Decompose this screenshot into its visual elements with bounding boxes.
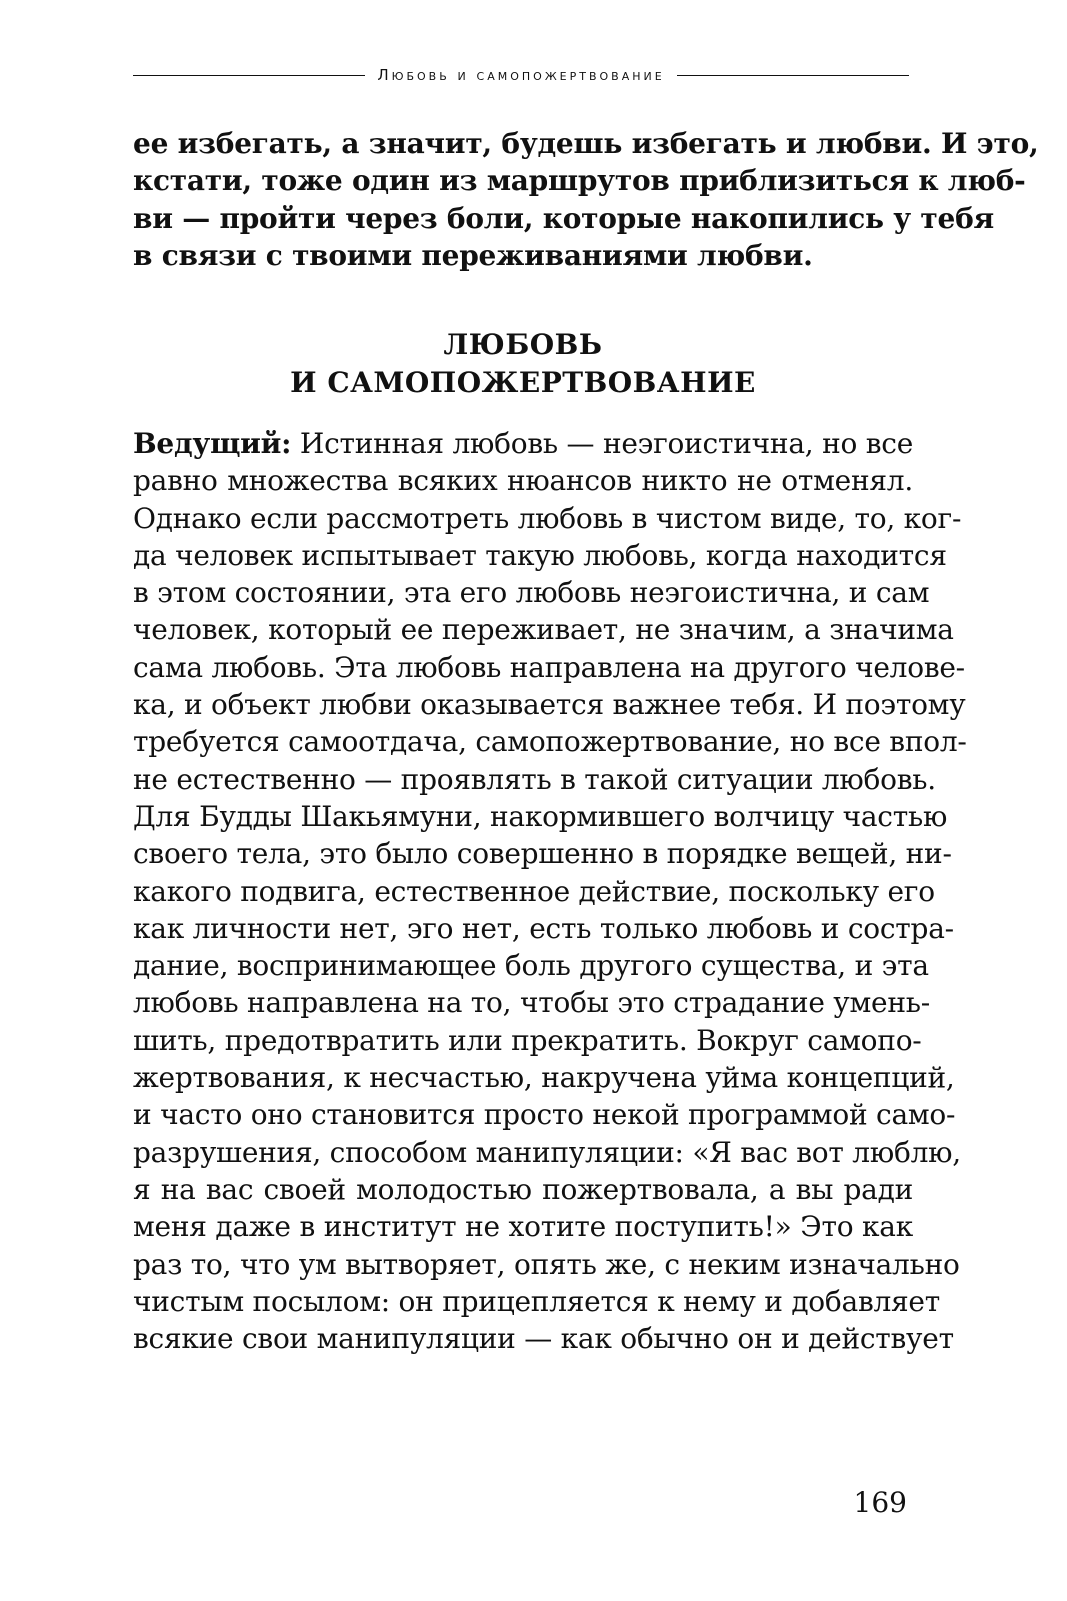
running-title: Любовь и самопожертвование [377,66,665,84]
paragraph-line: и часто оно становится просто некой программой само- [133,1098,956,1132]
paragraph-line: человек, который ее переживает, не значим, а значима [133,613,954,647]
paragraph-line: я на вас своей молодостью пожертвовала, а вы ради [133,1172,913,1206]
paragraph-line: требуется самоотдача, самопожертвование, но все впол- [133,725,967,759]
paragraph-line: равно множества всяких нюансов никто не отменял. [133,464,913,498]
paragraph-line: ка, и объект любви оказывается важнее тебя. И поэтому [133,688,966,722]
header-rule-left [133,75,365,76]
speaker-label: Ведущий: [133,427,292,460]
paragraph-line: дание, воспринимающее боль другого существа, и эта [133,949,929,983]
section-heading-line-2: И САМОПОЖЕРТВОВАНИЕ [290,366,756,399]
section-heading-line-1: ЛЮБОВЬ [443,328,603,361]
paragraph-line: Для Будды Шакьямуни, накормившего волчицу частью [133,799,948,833]
intro-line: в связи с твоими переживаниями любви. [133,238,813,272]
paragraph-first-line [133,425,913,462]
first-line-text: Истинная любовь — неэгоистична, но все [299,427,914,460]
intro-paragraph [133,125,1039,274]
main-paragraph [133,425,967,1357]
paragraph-line: Однако если рассмотреть любовь в чистом виде, то, ког- [133,501,962,535]
paragraph-line: раз то, что ум вытворяет, опять же, с неким изначально [133,1247,960,1281]
paragraph-line: разрушения, способом манипуляции: «Я вас вот люблю, [133,1135,961,1169]
section-heading [133,326,913,402]
header-rule-right [677,75,909,76]
paragraph-line: своего тела, это было совершенно в порядке вещей, ни- [133,837,952,871]
intro-line: ее избегать, а значит, будешь избегать и любви. И это, [133,127,1039,160]
paragraph-line: как личности нет, эго нет, есть только любовь и состра- [133,911,954,945]
intro-line: кстати, тоже один из маршрутов приблизиться к люб- [133,164,1026,198]
paragraph-line: не естественно — проявлять в такой ситуации любовь. [133,762,936,796]
paragraph-line: шить, предотвратить или прекратить. Вокруг самопо- [133,1023,922,1057]
paragraph-line: жертвования, к несчастью, накручена уйма концепций, [133,1061,955,1095]
paragraph-line: всякие свои манипуляции — как обычно он и действует [133,1322,954,1356]
paragraph-line: какого подвига, естественное действие, поскольку его [133,874,935,908]
paragraph-line: чистым посылом: он прицепляется к нему и добавляет [133,1284,940,1318]
paragraph-line: любовь направлена на то, чтобы это страдание умень- [133,986,930,1020]
running-header [133,64,909,86]
paragraph-line: да человек испытывает такую любовь, когда находится [133,538,947,572]
page-number: 169 [853,1486,907,1519]
paragraph-line: в этом состоянии, эта его любовь неэгоистична, и сам [133,576,930,610]
intro-line: ви — пройти через боли, которые накопились у тебя [133,201,994,235]
paragraph-line: меня даже в институт не хотите поступить!» Это как [133,1210,913,1244]
paragraph-line: сама любовь. Эта любовь направлена на другого челове- [133,650,965,684]
